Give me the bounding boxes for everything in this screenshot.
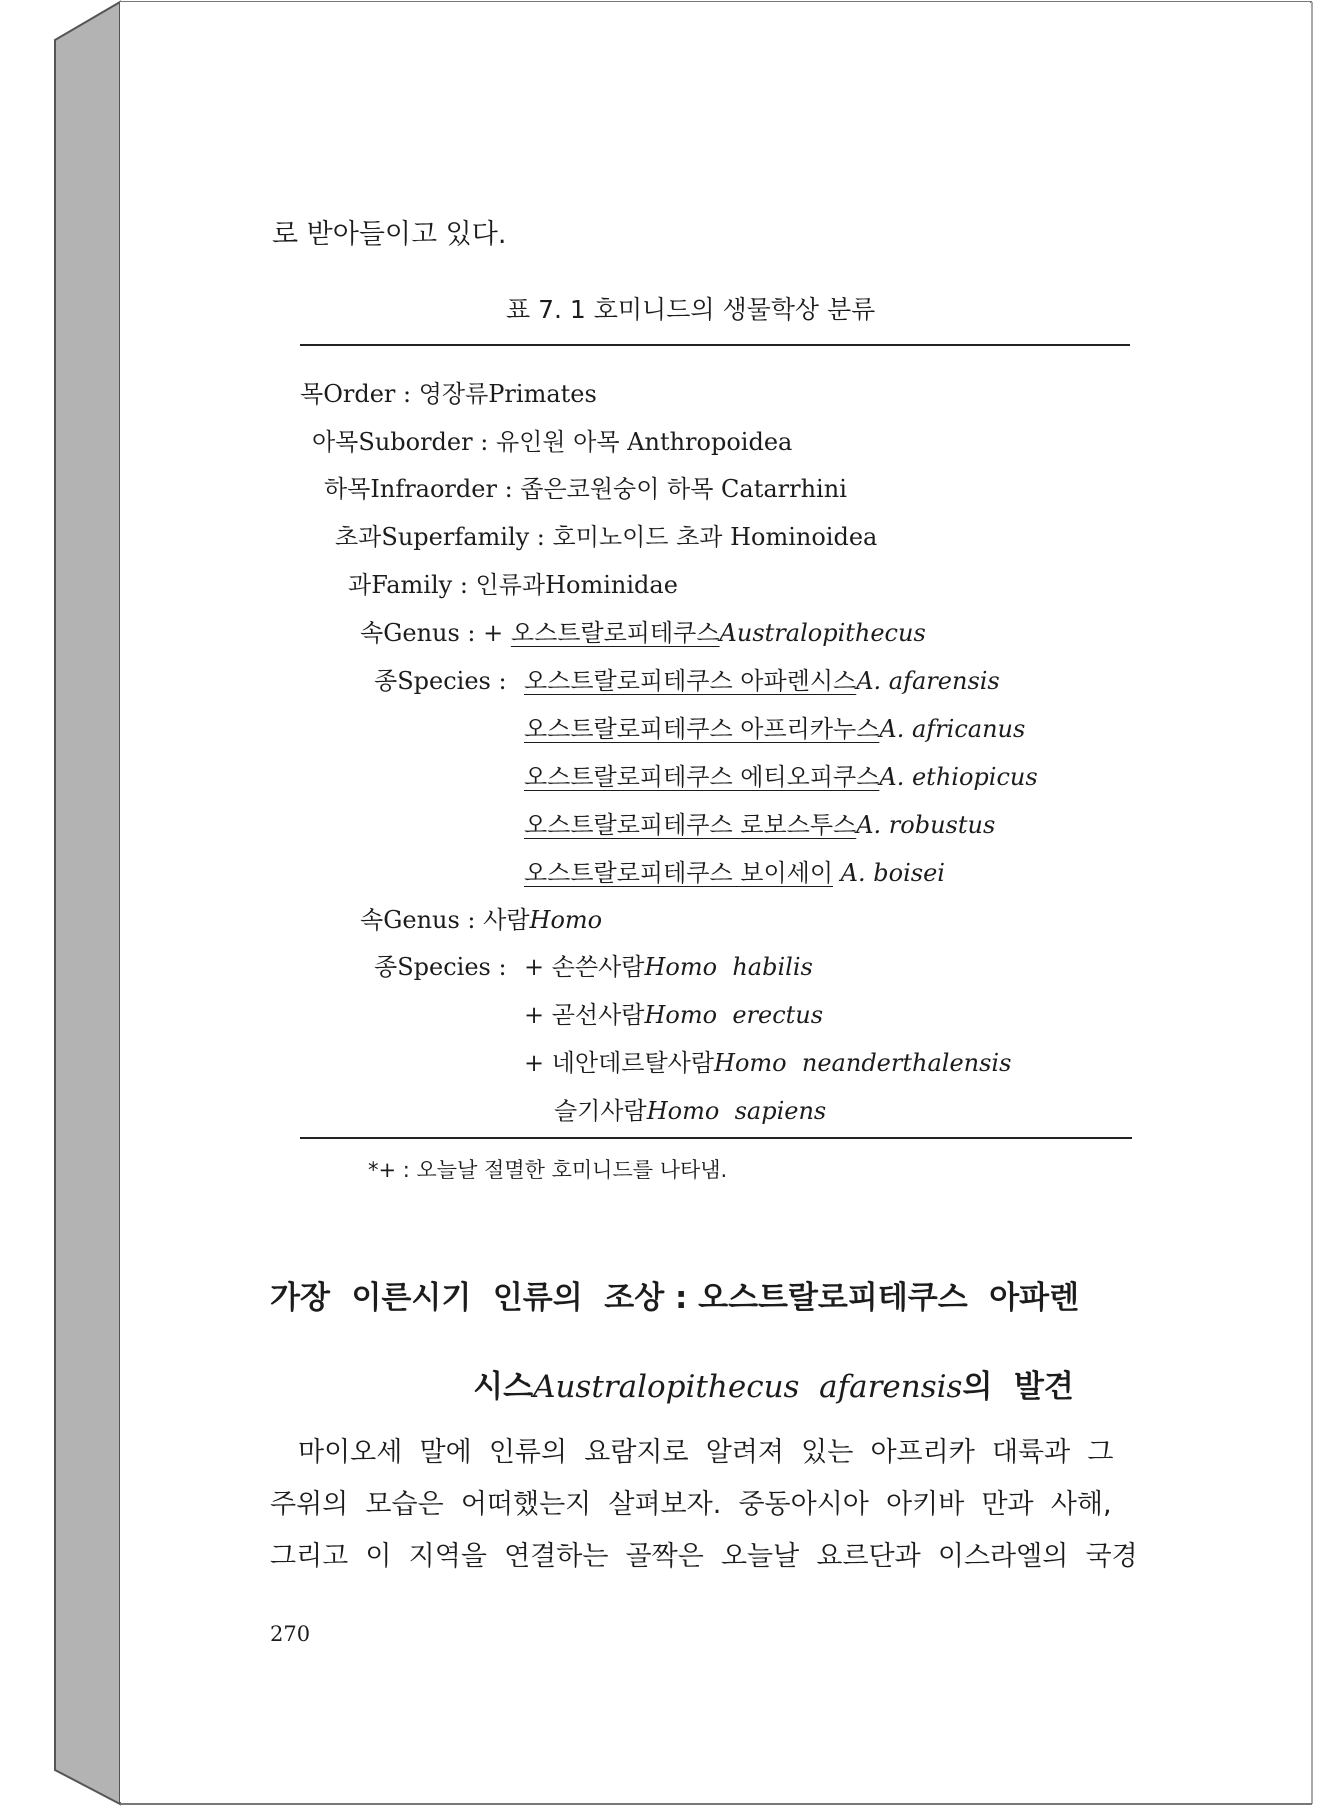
paragraph-line: 주위의 모습은 어떠했는지 살펴보자. 중동아시아 아키바 만과 사해, — [270, 1489, 1112, 1520]
genus2-sep: : — [459, 906, 484, 934]
genus1-value-kr: 오스트랄로피테쿠스 — [510, 619, 720, 647]
species2-item — [554, 1091, 826, 1126]
suborder-en: Suborder — [358, 428, 473, 456]
species2-label-sep: : — [490, 953, 507, 981]
family-value-kr: 인류과 — [475, 571, 546, 599]
species-kr: 오스트랄로피테쿠스 아파렌시스 — [524, 667, 857, 695]
row-family — [348, 565, 678, 600]
heading-tail: 의 발견 — [962, 1369, 1074, 1405]
species2-label-kr: 종 — [374, 953, 398, 981]
suborder-kr: 아목 — [312, 428, 359, 456]
order-en: Order — [323, 380, 396, 408]
genus2-en: Genus — [383, 906, 460, 934]
row-order — [300, 374, 597, 409]
extinct-mark: + — [524, 953, 545, 981]
species-en: A. robustus — [856, 811, 996, 839]
species-en: Homo sapiens — [646, 1097, 827, 1125]
page-number: 270 — [270, 1622, 311, 1646]
species-en: A. boisei — [840, 859, 945, 887]
genus2-value-kr: 사람 — [483, 906, 530, 934]
species-en: A. ethiopicus — [879, 763, 1038, 791]
infraorder-en: Infraorder — [370, 475, 497, 503]
genus2-value-en: Homo — [529, 906, 603, 934]
species1-label-en: Species — [397, 667, 491, 695]
species-en: Homo neanderthalensis — [714, 1049, 1012, 1077]
species2-label-en: Species — [397, 953, 491, 981]
genus2-kr: 속 — [360, 906, 384, 934]
species-kr: 슬기사람 — [554, 1097, 647, 1125]
table-footnote: *+ : 오늘날 절멸한 호미니드를 나타냄. — [368, 1158, 728, 1182]
species1-item — [524, 661, 1000, 696]
species-en: A. africanus — [879, 715, 1026, 743]
heading-species-en: Australopithecus afarensis — [533, 1369, 963, 1405]
family-kr: 과 — [348, 571, 372, 599]
family-value-en: Hominidae — [545, 571, 678, 599]
species2-item — [524, 947, 813, 982]
section-heading-line2 — [430, 1325, 1074, 1442]
species1-item — [524, 805, 995, 840]
extinct-mark: + — [524, 1001, 545, 1029]
species1-item — [524, 709, 1025, 744]
infraorder-value-en: Catarrhini — [721, 475, 847, 503]
species-kr: 오스트랄로피테쿠스 아프리카누스 — [524, 715, 880, 743]
genus1-value-en: Australopithecus — [719, 619, 926, 647]
suborder-value-en: Anthropoidea — [627, 428, 793, 456]
family-en: Family — [371, 571, 453, 599]
order-value-kr: 영장류 — [418, 380, 489, 408]
paragraph-line: 마이오세 말에 인류의 요람지로 알려져 있는 아프리카 대륙과 그 — [298, 1437, 1114, 1468]
row-genus-australopithecus — [360, 613, 926, 648]
order-kr: 목 — [300, 380, 324, 408]
table-top-rule — [300, 344, 1130, 346]
infraorder-sep: : — [496, 475, 521, 503]
superfamily-value-kr: 호미노이드 초과 — [552, 523, 723, 551]
species1-label-sep: : — [490, 667, 507, 695]
heading-kr: 시스 — [473, 1369, 534, 1405]
species-kr: 오스트랄로피테쿠스 보이세이 — [524, 859, 834, 887]
species1-item — [524, 757, 1038, 792]
row-genus-homo — [360, 900, 602, 935]
superfamily-sep: : — [529, 523, 553, 551]
infraorder-kr: 하목 — [324, 475, 371, 503]
genus1-kr: 속 — [360, 619, 384, 647]
row-infraorder — [324, 469, 847, 504]
order-sep: : — [395, 380, 419, 408]
species-kr: 네안데르탈사람 — [551, 1049, 715, 1077]
species-en: Homo erectus — [644, 1001, 824, 1029]
book-page — [120, 2, 1310, 1802]
extinct-mark: + — [524, 1049, 545, 1077]
superfamily-en: Superfamily — [381, 523, 530, 551]
table-caption: 표 7. 1 호미니드의 생물학상 분류 — [506, 295, 876, 324]
species2-label — [374, 947, 507, 982]
paragraph-line: 그리고 이 지역을 연결하는 골짝은 오늘날 요르단과 이스라엘의 국경 — [270, 1541, 1138, 1572]
genus1-sep: : — [459, 619, 484, 647]
species2-item — [524, 995, 823, 1030]
species1-item — [524, 853, 945, 888]
row-suborder — [312, 422, 792, 457]
superfamily-value-en: Hominoidea — [730, 523, 878, 551]
species-en: A. afarensis — [856, 667, 1000, 695]
superfamily-kr: 초과 — [335, 523, 382, 551]
species1-label — [374, 661, 507, 696]
species-kr: 오스트랄로피테쿠스 에티오피쿠스 — [524, 763, 880, 791]
suborder-sep: : — [472, 428, 496, 456]
species-kr: 손쓴사람 — [551, 953, 645, 981]
species-kr: 오스트랄로피테쿠스 로보스투스 — [524, 811, 857, 839]
row-superfamily — [335, 517, 877, 552]
section-heading-line1: 가장 이른시기 인류의 조상 : 오스트랄로피테쿠스 아파렌 — [270, 1280, 1080, 1316]
infraorder-value-kr: 좁은코원숭이 하목 — [520, 475, 714, 503]
family-sep: : — [452, 571, 476, 599]
lead-line: 로 받아들이고 있다. — [272, 219, 507, 250]
species-en: Homo habilis — [644, 953, 813, 981]
species-kr: 곧선사람 — [551, 1001, 645, 1029]
order-value-en: Primates — [488, 380, 597, 408]
genus1-en: Genus — [383, 619, 460, 647]
species2-item — [524, 1043, 1011, 1078]
species1-label-kr: 종 — [374, 667, 398, 695]
table-bottom-rule — [300, 1137, 1132, 1139]
extinct-mark: + — [483, 619, 504, 647]
suborder-value-kr: 유인원 아목 — [495, 428, 620, 456]
